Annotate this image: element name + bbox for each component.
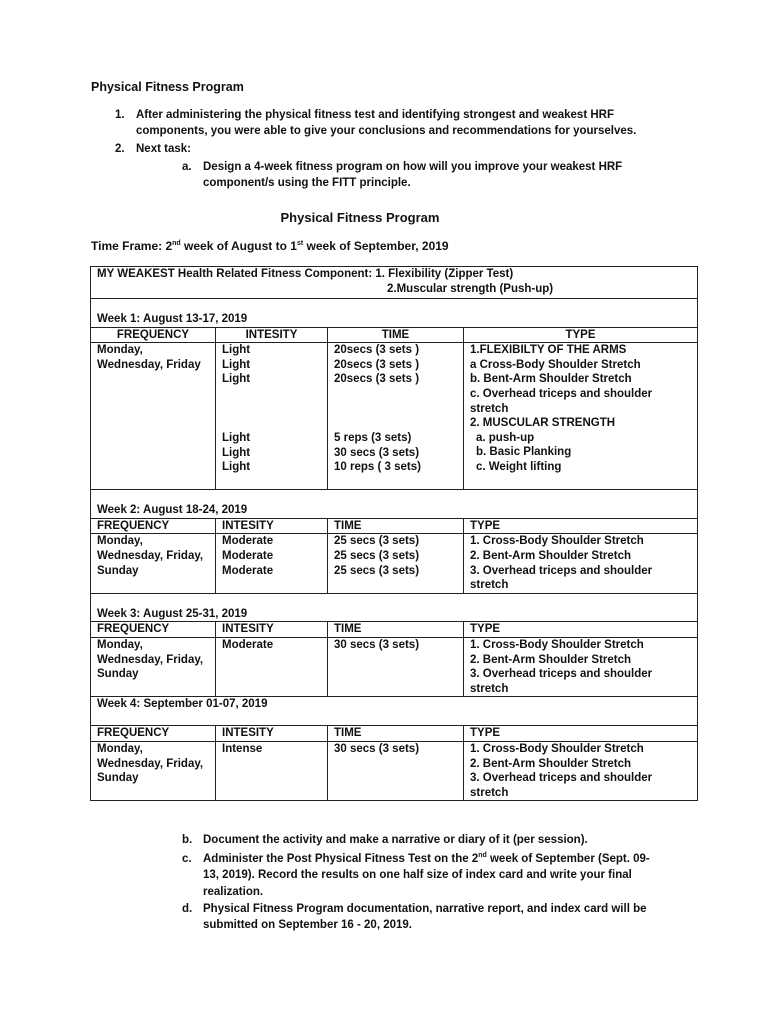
time-cell: 20secs (3 sets ) 20secs (3 sets ) 20secs (3 sets ) 5 reps (3 sets) 30 secs (3 sets) 10 reps ( 3 sets) [328, 343, 464, 490]
header-time: TIME [328, 327, 464, 343]
list-text: Document the activity and make a narrative or diary of it (per session). [203, 834, 588, 846]
header-time: TIME [328, 622, 464, 638]
table-header-row [91, 327, 698, 343]
table-header-row [91, 726, 698, 742]
week-title: Week 3: August 25-31, 2019 [91, 593, 698, 622]
list-letter: b. [182, 834, 193, 846]
header-type: TYPE [464, 327, 698, 343]
list-text: components, you were able to give your conclusions and recommendations for yourselves. [136, 125, 637, 137]
list-text: component/s using the FITT principle. [203, 177, 411, 189]
list-text: Design a 4-week fitness program on how will you improve your weakest HRF [203, 161, 623, 173]
list-letter: a. [182, 161, 192, 173]
table-row [91, 343, 698, 490]
intensity-cell: Light Light Light Light Light Light [216, 343, 328, 490]
type-cell: 1. Cross-Body Shoulder Stretch 2. Bent-Arm Shoulder Stretch 3. Overhead triceps and shoulder stretch [464, 741, 698, 800]
header-frequency: FREQUENCY [91, 726, 216, 742]
list-text: submitted on September 16 - 20, 2019. [203, 919, 412, 931]
intro-item-2 [91, 141, 691, 157]
list-letter: d. [182, 903, 193, 915]
program-title: Physical Fitness Program [280, 210, 440, 225]
type-cell: 1. Cross-Body Shoulder Stretch 2. Bent-Arm Shoulder Stretch 3. Overhead triceps and shoulder stretch [464, 637, 698, 696]
weakest-component-cell: MY WEAKEST Health Related Fitness Component: 1. Flexibility (Zipper Test) 2.Muscular strength (Push-up) [91, 267, 698, 299]
time-cell: 25 secs (3 sets) 25 secs (3 sets) 25 secs (3 sets) [328, 534, 464, 593]
table-header-row [91, 622, 698, 638]
document-title: Physical Fitness Program [91, 80, 244, 94]
time-frame: Time Frame: 2nd week of August to 1st week of September, 2019 [91, 239, 449, 253]
list-number: 1. [115, 109, 125, 121]
list-text: 13, 2019). Record the results on one half size of index card and write your final [203, 869, 632, 881]
list-text: Administer the Post Physical Fitness Test on the 2nd week of September (Sept. 09- [203, 852, 650, 865]
frequency-cell: Monday, Wednesday, Friday, Sunday [91, 637, 216, 696]
intensity-cell: Moderate [216, 637, 328, 696]
header-type: TYPE [464, 726, 698, 742]
header-frequency: FREQUENCY [91, 518, 216, 534]
frequency-cell: Monday, Wednesday, Friday, Sunday [91, 741, 216, 800]
table-header-row [91, 518, 698, 534]
task-b [91, 832, 691, 848]
frequency-cell: Monday, Wednesday, Friday, Sunday [91, 534, 216, 593]
header-intensity: INTESITY [216, 327, 328, 343]
header-intensity: INTESITY [216, 518, 328, 534]
week-title: Week 1: August 13-17, 2019 [91, 299, 698, 328]
table-row [91, 741, 698, 800]
header-intensity: INTESITY [216, 726, 328, 742]
frequency-cell: Monday, Wednesday, Friday [91, 343, 216, 490]
list-letter: c. [182, 853, 192, 865]
task-d [91, 901, 691, 935]
intensity-cell: Moderate Moderate Moderate [216, 534, 328, 593]
header-type: TYPE [464, 518, 698, 534]
header-intensity: INTESITY [216, 622, 328, 638]
header-frequency: FREQUENCY [91, 327, 216, 343]
list-text: Next task: [136, 143, 191, 155]
header-type: TYPE [464, 622, 698, 638]
task-a [91, 159, 691, 193]
week-title: Week 2: August 18-24, 2019 [91, 490, 698, 519]
time-cell: 30 secs (3 sets) [328, 637, 464, 696]
header-time: TIME [328, 518, 464, 534]
table-row [91, 637, 698, 696]
week-title: Week 4: September 01-07, 2019 [91, 697, 698, 726]
intro-item-1 [91, 107, 691, 141]
list-text: After administering the physical fitness test and identifying strongest and weakest HRF [136, 109, 614, 121]
task-c [91, 851, 691, 901]
type-cell: 1. Cross-Body Shoulder Stretch 2. Bent-Arm Shoulder Stretch 3. Overhead triceps and shoulder stretch [464, 534, 698, 593]
list-text: Physical Fitness Program documentation, narrative report, and index card will be [203, 903, 647, 915]
list-text: realization. [203, 886, 264, 898]
header-frequency: FREQUENCY [91, 622, 216, 638]
intensity-cell: Intense [216, 741, 328, 800]
fitness-program-table [90, 266, 698, 801]
time-cell: 30 secs (3 sets) [328, 741, 464, 800]
type-cell: 1.FLEXIBILTY OF THE ARMS a Cross-Body Shoulder Stretch b. Bent-Arm Shoulder Stretch c. Overhead triceps and shoulder stretch 2. MUSCULAR STRENGTH a. push-up b. Basic Planking c. Weight lifting [464, 343, 698, 490]
header-time: TIME [328, 726, 464, 742]
list-number: 2. [115, 143, 125, 155]
table-row [91, 534, 698, 593]
